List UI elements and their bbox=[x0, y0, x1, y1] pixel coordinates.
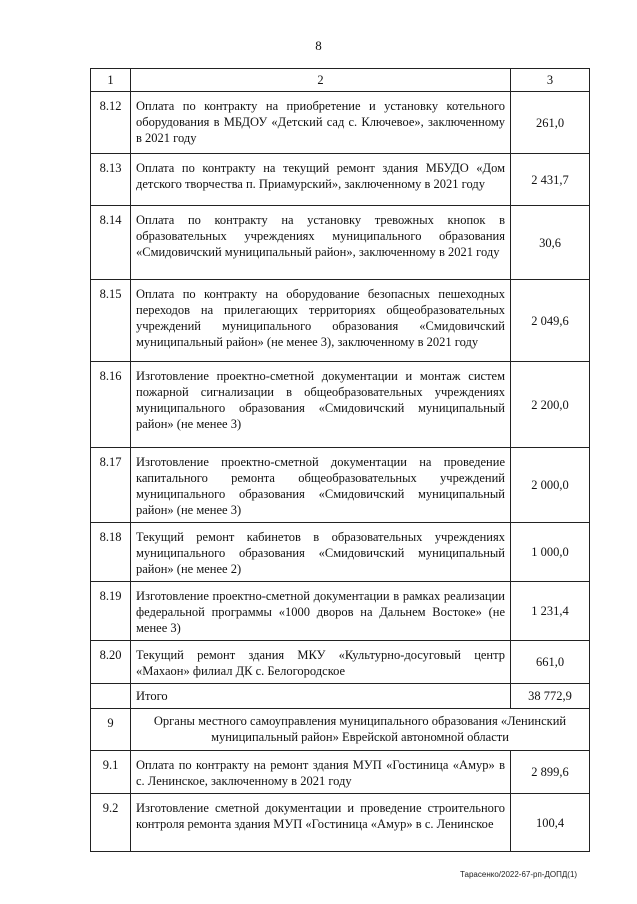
row-description: Оплата по контракту на приобретение и установку котельного оборудования в МБДОУ «Детский сад с. Ключевое», заключенному в 2021 году bbox=[131, 92, 511, 154]
row-amount: 2 899,6 bbox=[511, 751, 590, 794]
row-number: 8.12 bbox=[91, 92, 131, 154]
row-number: 8.18 bbox=[91, 523, 131, 582]
page-number: 8 bbox=[315, 38, 322, 53]
row-description: Оплата по контракту на текущий ремонт здания МБУДО «Дом детского творчества п. Приамурский», заключенному в 2021 году bbox=[131, 154, 511, 206]
section-row bbox=[91, 709, 590, 751]
row-number: 8.19 bbox=[91, 582, 131, 641]
row-description: Оплата по контракту на установку тревожных кнопок в образовательных учреждениях муниципального образования «Смидовичский муниципальный район», заключенному в 2021 году bbox=[131, 206, 511, 280]
row-amount: 261,0 bbox=[511, 92, 590, 154]
table-row bbox=[91, 641, 590, 684]
budget-table bbox=[90, 68, 590, 852]
row-number: 8.20 bbox=[91, 641, 131, 684]
row-number: 8.16 bbox=[91, 362, 131, 448]
row-amount: 2 200,0 bbox=[511, 362, 590, 448]
row-description: Текущий ремонт кабинетов в образовательных учреждениях муниципального образования «Смидовичский муниципальный район» (не менее 2) bbox=[131, 523, 511, 582]
header-col-2: 2 bbox=[131, 69, 511, 92]
table-row bbox=[91, 523, 590, 582]
table-row bbox=[91, 794, 590, 852]
header-col-3: 3 bbox=[511, 69, 590, 92]
row-number: 8.15 bbox=[91, 280, 131, 362]
row-number: 9.1 bbox=[91, 751, 131, 794]
document-code: Тарасенко/2022-67-рп-ДОПД(1) bbox=[460, 870, 578, 879]
row-number: 8.13 bbox=[91, 154, 131, 206]
row-description: Изготовление сметной документации и проведение строительного контроля ремонта здания МУП «Гостиница «Амур» в с. Ленинское bbox=[131, 794, 511, 852]
table-row bbox=[91, 206, 590, 280]
row-description: Изготовление проектно-сметной документации и монтаж систем пожарной сигнализации в общеобразовательных учреждениях муниципального образования «Смидовичский муниципальный район» (не менее 3) bbox=[131, 362, 511, 448]
table-row bbox=[91, 751, 590, 794]
total-amount: 38 772,9 bbox=[511, 684, 590, 709]
row-amount: 2 431,7 bbox=[511, 154, 590, 206]
row-description: Изготовление проектно-сметной документации в рамках реализации федеральной программы «1000 дворов на Дальнем Востоке» (не менее 3) bbox=[131, 582, 511, 641]
row-description: Изготовление проектно-сметной документации на проведение капитального ремонта общеобразовательных учреждений муниципального образования «Смидовичский муниципальный район» (не менее 3) bbox=[131, 448, 511, 523]
row-amount: 30,6 bbox=[511, 206, 590, 280]
row-number: 8.14 bbox=[91, 206, 131, 280]
section-number: 9 bbox=[91, 709, 131, 751]
total-label: Итого bbox=[131, 684, 511, 709]
total-number-cell bbox=[91, 684, 131, 709]
table-row bbox=[91, 362, 590, 448]
row-description: Оплата по контракту на оборудование безопасных пешеходных переходов на прилегающих территориях общеобразовательных учреждений муниципального образования «Смидовичский муниципальный район» (не менее 3), заключенному в 2021 году bbox=[131, 280, 511, 362]
row-number: 9.2 bbox=[91, 794, 131, 852]
table-row bbox=[91, 448, 590, 523]
table-header-row bbox=[91, 69, 590, 92]
row-number: 8.17 bbox=[91, 448, 131, 523]
table-row bbox=[91, 280, 590, 362]
row-amount: 2 049,6 bbox=[511, 280, 590, 362]
row-amount: 100,4 bbox=[511, 794, 590, 852]
row-description: Оплата по контракту на ремонт здания МУП «Гостиница «Амур» в с. Ленинское, заключенному в 2021 году bbox=[131, 751, 511, 794]
section-title: Органы местного самоуправления муниципального образования «Ленинский муниципальный район» Еврейской автономной области bbox=[131, 709, 590, 751]
total-row bbox=[91, 684, 590, 709]
table-row bbox=[91, 92, 590, 154]
row-description: Текущий ремонт здания МКУ «Культурно-досуговый центр «Махаон» филиал ДК с. Белогородское bbox=[131, 641, 511, 684]
row-amount: 661,0 bbox=[511, 641, 590, 684]
table-row bbox=[91, 582, 590, 641]
row-amount: 1 000,0 bbox=[511, 523, 590, 582]
row-amount: 1 231,4 bbox=[511, 582, 590, 641]
row-amount: 2 000,0 bbox=[511, 448, 590, 523]
header-col-1: 1 bbox=[91, 69, 131, 92]
table-row bbox=[91, 154, 590, 206]
